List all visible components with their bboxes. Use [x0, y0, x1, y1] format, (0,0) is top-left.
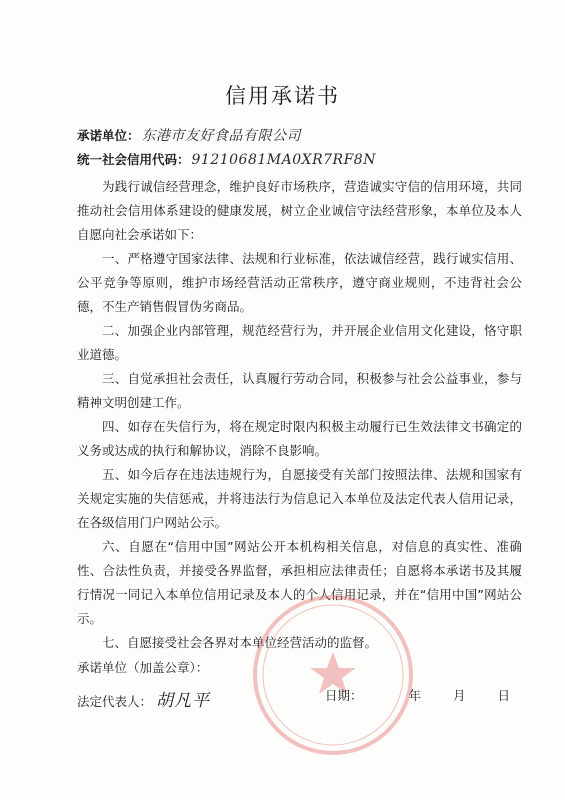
document-title: 信用承诺书: [225, 84, 340, 108]
promising-unit-handwritten: 东港市友好食品有限公司: [141, 128, 302, 144]
legal-rep-signature: 胡凡平: [156, 691, 211, 711]
paragraph-7: 七、自愿接受社会各界对本单位经营活动的监督。: [102, 635, 378, 650]
official-seal-stamp: [248, 590, 418, 760]
date-day: 日: [497, 688, 510, 703]
paragraph-3: 三、自觉承担社会责任，认真履行劳动合同，积极参与社会公益事业，参与精神文明创建工作。: [77, 371, 522, 410]
date-month: 月: [452, 688, 466, 703]
paragraph-6: 六、自愿在“信用中国”网站公开本机构相关信息，对信息的真实性、准确性、合法性负责，并接受各界监督，承担相应法律责任；自愿将本承诺书及其履行情况一同记入本单位信用记录及本人的个人信用记录，并在“信用中国”网站公示。: [77, 539, 522, 626]
paragraph-intro: 为践行诚信经营理念，维护良好市场秩序，营造诚实守信的信用环境，共同推动社会信用体系建设的健康发展，树立企业诚信守法经营形象，本单位及本人自愿向社会承诺如下：: [77, 179, 522, 242]
signing-unit-line: 承诺单位（加盖公章）：: [77, 660, 209, 675]
date-line: [325, 686, 510, 704]
credit-code-handwritten: 91210681MA0XR7RF8N: [191, 152, 376, 168]
paragraph-1: 一、严格遵守国家法律、法规和行业标准，依法诚信经营，践行诚实信用、公平竞争等原则，维护市场经营活动正常秩序，遵守商业规则，不违背社会公德，不生产销售假冒伪劣商品。: [77, 251, 522, 314]
credit-code-line: [77, 150, 376, 168]
commitment-body: [77, 175, 522, 655]
credit-code-label: 统一社会信用代码：: [77, 152, 190, 167]
paragraph-4: 四、如存在失信行为，将在规定时限内积极主动履行已生效法律文书确定的义务或达成的执行和解协议，消除不良影响。: [77, 419, 522, 458]
date-year: 年: [408, 688, 421, 703]
promising-unit-label: 承诺单位：: [77, 128, 140, 143]
legal-rep-label: 法定代表人：: [77, 694, 153, 709]
promising-unit-line: [77, 125, 301, 145]
legal-rep-line: [77, 686, 210, 711]
paragraph-5: 五、如今后存在违法违规行为，自愿接受有关部门按照法律、法规和国家有关规定实施的失信惩戒，并将违法行为信息记入本单位及法定代表人信用记录，在各级信用门户网站公示。: [77, 467, 522, 530]
paragraph-2: 二、加强企业内部管理，规范经营行为，并开展企业信用文化建设，恪守职业道德。: [77, 323, 522, 362]
date-label: 日期：: [325, 688, 363, 703]
